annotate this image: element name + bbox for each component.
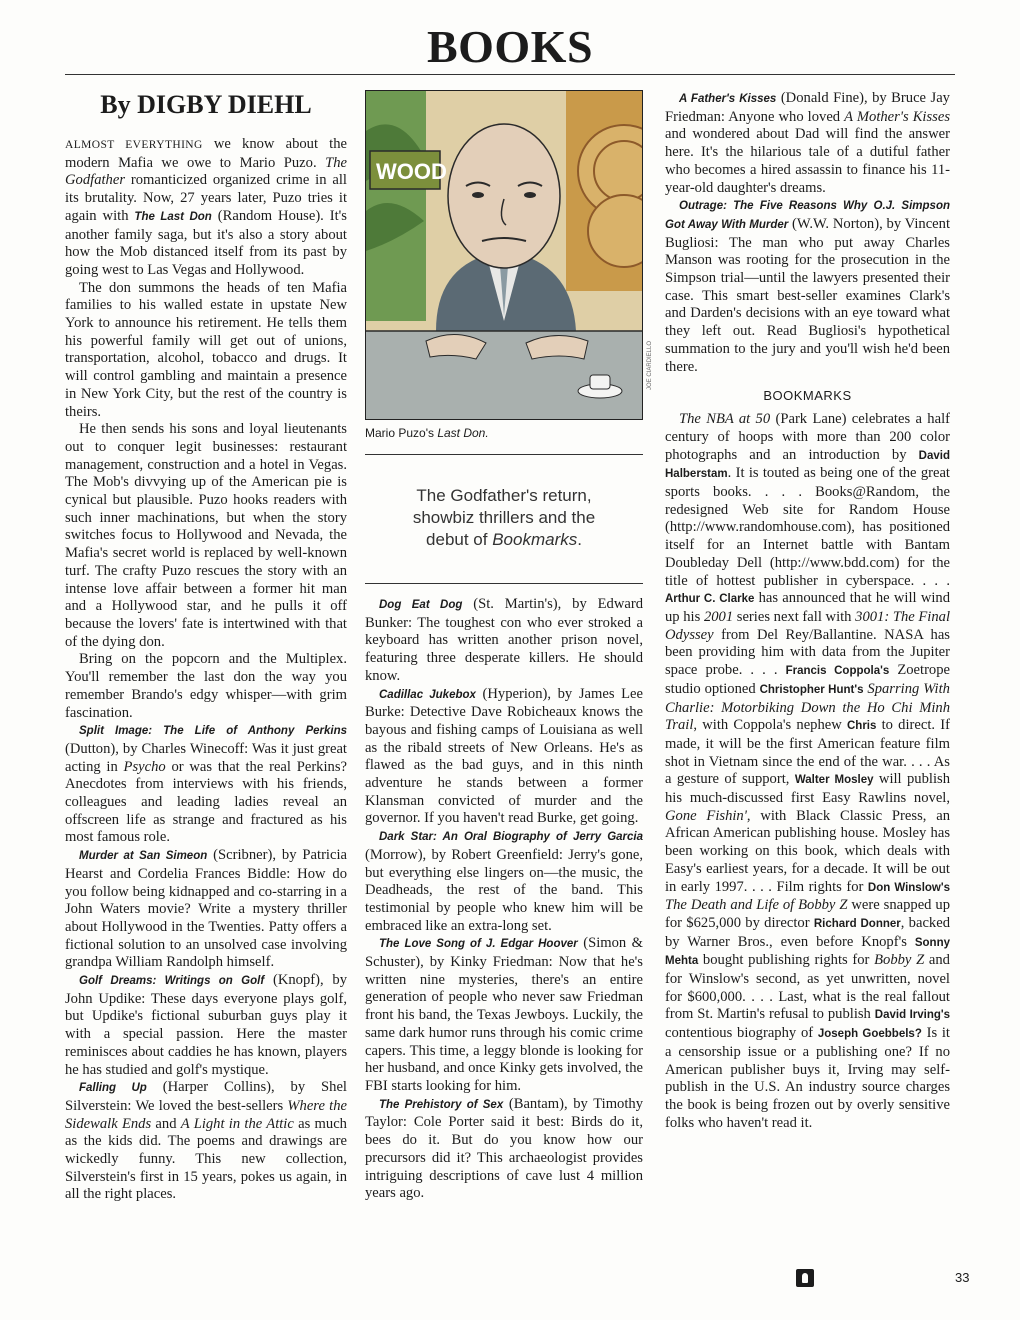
book-title: Murder at San Simeon (79, 850, 208, 863)
intro-paragraph-2: The don summons the heads of ten Mafia families to his walled estate in upstate New York to announce his retirement. He tells them his powerful family will get out of unions, transportation, alcohol, tobacco and drugs. It will control gambling and maintain a presence in New York City, but the rest of the country is theirs. (65, 279, 347, 420)
text-run: has announced that he will wind up his (665, 590, 951, 625)
text-run: as much as the kids did. The poems and drawings are wickedly funny. This new collection, Silverstein's first in 15 years, pokes us again, in all the right places. (65, 1115, 347, 1203)
text-run: and wondered about Dad will find the answer here. It's the hilarious tale of a dutiful father who becomes a hired assassin to finance his 11-year-old daughter's dreams. (665, 126, 950, 196)
text-run: (Bantam), by Timothy Taylor: Cole Porter said it best: Birds do it, bees do it. But do you know how our precursors did it? This archaeologist provides intriguing descriptions of cave lust 4 million years ago. (365, 1095, 643, 1202)
review-golf-dreams (65, 972, 347, 1079)
header-rule (65, 74, 955, 75)
text-run: (Morrow), by Robert Greenfield: Jerry's gone, but everything else lingers on—the music, the Deadheads, the rest of the band. This testimonial by people who knew him will be embraced like an extra-long set. (365, 846, 643, 934)
book-title: Gone Fishin' (665, 807, 747, 824)
person-name: Walter Mosley (794, 774, 874, 787)
review-cadillac-jukebox (365, 686, 643, 829)
face (448, 124, 560, 268)
text-run: or was that the real Perkins? Anecdotes from interviews with his friends, colleagues and leading ladies reveal an offscreen life as strange and fractured as his most famous role. (65, 758, 347, 846)
intro-paragraph-1 (65, 136, 347, 280)
book-title: The Godfather (65, 154, 347, 189)
book-title: A Father's Kisses (679, 93, 777, 105)
lead-in: ALMOST EVERYTHING (65, 139, 203, 151)
book-title: The Last Don (134, 210, 212, 223)
deck-line: showbiz thrillers and the (412, 508, 596, 527)
deck-text: debut of (426, 530, 493, 549)
bookmarks-heading: BOOKMARKS (763, 388, 852, 404)
text-run: to direct. If made, it will be the first American feature film shot in Vietnam since the end of the war. . . . As a gesture of support, (665, 717, 950, 788)
illustration-caption (365, 426, 643, 440)
byline: By DIGBY DIEHL (100, 90, 312, 119)
book-title: Outrage: The Five Reasons Why O.J. Simpson Got Away With Murder (665, 200, 950, 231)
book-title: Cadillac Jukebox (379, 688, 476, 701)
person-name: David Irving's (874, 1009, 951, 1022)
bunny-logo-icon (796, 1269, 814, 1287)
text-run: Zoetrope studio optioned (665, 662, 950, 697)
review-murder-at-san-simeon (65, 847, 347, 972)
person-name: Joseph Goebbels? (817, 1028, 922, 1041)
person-name: Sonny Mehta (665, 936, 950, 968)
book-title: Dark Star: An Oral Biography of Jerry Garcia (379, 831, 643, 844)
book-title: The Prehistory of Sex (379, 1098, 504, 1111)
text-run: from Del Rey/Ballantine. NASA has been providing him with data from the Jupiter space probe. . . . (665, 626, 950, 679)
text-run: (Hyperion), by James Lee Burke: Detective Dave Robicheaux knows the bayous and fishing camps of Louisiana as well as the ribald streets of New Orleans. He's as flawed as the bad guys, and in this ninth adventure he stands between a former Klansman convicted of murder and the governor. If you haven't read Burke, get going. (365, 685, 643, 827)
text-run: (Knopf), by John Updike: These days everyone plays golf, but Updike's fictional suburban guys play it with a special passion. Here the master reminisces about caddies he has known, players he has studied and golf's mystique. (65, 972, 347, 1078)
book-title: Bobby Z (874, 952, 925, 969)
right-column (665, 90, 950, 1132)
illustration-last-don (365, 90, 643, 420)
person-name: Christopher Hunt's (759, 683, 864, 696)
text-run: . It is touted as being one of the great sports books. . . . Books@Random, the redesigned Web site for Random House (http://www.randomhouse.com), has positioned itself for an Internet battle with Bantam Doubleday Dell (http://www.bdd.com) for the title of hottest publisher in cyberspace. . . . (665, 465, 950, 589)
deck-text: . (577, 530, 582, 549)
book-title: Dog Eat Dog (379, 599, 463, 611)
caption-title: Last Don. (437, 426, 489, 440)
deck-rule-top (365, 454, 643, 455)
person-name: Don Winslow's (867, 881, 950, 894)
text-run: (W.W. Norton), by Vincent Bugliosi: The man who put away Charles Manson was rooting for the prosecution in the Simpson trial—until the lawyers presented their case. This smart best-seller examines Clark's and Darden's decisions with an eye toward what they left out. Read Bugliosi's hypothetical summation to the jury and you'll wish he'd been there. (665, 215, 950, 375)
book-title: Split Image: The Life of Anthony Perkins (79, 725, 347, 738)
review-outrage (665, 197, 950, 376)
deck (365, 485, 643, 551)
review-dark-star (365, 828, 643, 935)
page-number: 33 (955, 1270, 970, 1285)
book-title: 3001: The Final Odyssey (665, 608, 950, 643)
person-name: Francis Coppola's (785, 665, 890, 678)
review-split-image (65, 722, 347, 847)
sign-text: WOOD (376, 159, 447, 184)
book-title: A Light in the Attic (180, 1115, 294, 1132)
text-run: (St. Martin's), by Edward Bunker: The toughest con who ever stroked a keyboard has written another prison novel, featuring three desperate killers. He should know. (365, 596, 643, 684)
text-run: were snapped up for $625,000 by director (665, 897, 950, 931)
text-run: , with Black Classic Press, an African American publishing house. Mosley has been working on this book, which deals with Easy's earliest years, for a decade. It will be out in early 1997. . . . Film rights for (665, 807, 950, 895)
review-prehistory-of-sex (365, 1096, 643, 1203)
text-run: (Random House). It's another family saga, but it's also a story about how the Mob distanced itself from its past by going west to Las Vegas and Hollywood. (65, 207, 347, 278)
text-run: romanticized organized crime in all its brutality. Now, 27 years later, Puzo tries it again with (65, 172, 347, 224)
text-run: (Park Lane) celebrates a half century of hoops with more than 200 color photographs and an introduction by (665, 411, 950, 463)
deck-italic: Bookmarks (492, 530, 578, 549)
book-title: The Death and Life of Bobby Z (665, 897, 848, 914)
deck-rule-bottom (365, 583, 643, 584)
text-run: , backed by Warner Bros., even before Knopf's (665, 914, 951, 950)
text-run: series next fall with (733, 608, 856, 625)
text-run: and for Winslow's second, as yet unwritten, novel for $600,000. . . . Last, what is the real fallout from St. Martin's refusal to publish (665, 952, 950, 1023)
text-run: (Scribner), by Patricia Hearst and Cordelia Frances Biddle: How do you follow being kidnapped and co-starring in a John Waters movie? Write a mystery thriller about Hollywood in the Twenties. Patty offers a fictional solution to an unsolved case involving grandpa William Randolph himself. (65, 847, 347, 971)
illustration-credit: JOE CIARDIELLO (647, 340, 653, 390)
book-title: 2001 (703, 608, 734, 625)
text-run: (Harper Collins), by Shel Silverstein: We loved the best-sellers (65, 1079, 347, 1114)
deck-line (365, 529, 643, 551)
book-title: The NBA at 50 (679, 411, 771, 428)
illustration-svg (366, 91, 642, 419)
book-title: Falling Up (79, 1082, 147, 1095)
person-name: Arthur C. Clarke (665, 593, 755, 606)
middle-column (365, 90, 653, 1203)
text-run: Is it a censorship issue or a publishing one? If no American publisher buys it, Irving may self-publish in the U.S. An industry source charges the book is being frozen out by overly sensitive folks who haven't read it. (665, 1025, 950, 1131)
bookmarks-body (665, 411, 950, 1132)
left-column (65, 90, 347, 1204)
book-title: A Mother's Kisses (844, 108, 950, 125)
intro-paragraph-4: Bring on the popcorn and the Multiplex. You'll remember the last don the way you remember Brando's edgy whisper—with grim fascination. (65, 651, 347, 721)
text-run: we know about the modern Mafia we owe to Mario Puzo. (65, 136, 347, 171)
person-name: David Halberstam (665, 449, 950, 481)
book-title: Golf Dreams: Writings on Golf (79, 975, 265, 988)
text-run: (Donald Fine), by Bruce Jay Friedman: Anyone who loved (665, 90, 950, 125)
review-fathers-kisses (665, 90, 950, 197)
text-run: and (151, 1115, 181, 1132)
review-falling-up (65, 1079, 347, 1204)
caption-text: Mario Puzo's (365, 426, 438, 440)
text-run: bought publishing rights for (698, 952, 875, 969)
book-title: The Love Song of J. Edgar Hoover (379, 938, 578, 951)
text-run: contentious biography of (665, 1025, 818, 1042)
text-run: (Simon & Schuster), by Kinky Friedman: Now that he's written nine mysteries, there's an entire generation of people who never saw Friedman front his band, the Texas Jewboys. Luckily, the same dark humor runs through his comic crime capers. This time, a leggy blonde is looking for her husband, and once Kinky gets involved, the FBI starts looking for him. (365, 935, 644, 1094)
person-name: Richard Donner (813, 917, 901, 930)
deck-line: The Godfather's return, (416, 486, 592, 505)
film-title: Psycho (123, 758, 166, 775)
intro-paragraph-3: He then sends his sons and loyal lieutenants out to conquer legit businesses: restaurant management, construction and a hotel in Vegas. The Mob's divvying up of the American pie is cynical but plausible. Puzo hooks readers with such inner machinations, but when the story switches focus to Hollywood and Nevada, the Mafia's secret world is replaced by well-known turf. The crafty Puzo rescues the story with an intense love affair between a former hit man and a Hollywood star, and he pulls it off because the lovers' fate is intertwined with that of the dying don. (65, 421, 347, 650)
review-love-song-hoover (365, 935, 643, 1095)
text-run: (Dutton), by Charles Winecoff: Was it just great acting in (65, 740, 347, 775)
section-title: BOOKS (426, 21, 594, 72)
person-name: Chris (847, 720, 877, 733)
book-title: Sparring With Charlie: Motorbiking Down the Ho Chi Minh Trail (665, 680, 950, 734)
review-dog-eat-dog (365, 596, 643, 686)
text-run: , with Coppola's nephew (693, 717, 847, 734)
text-run: will publish his much-discussed first Easy Rawlins novel, (665, 771, 950, 807)
book-title: Where the Sidewalk Ends (65, 1097, 347, 1132)
